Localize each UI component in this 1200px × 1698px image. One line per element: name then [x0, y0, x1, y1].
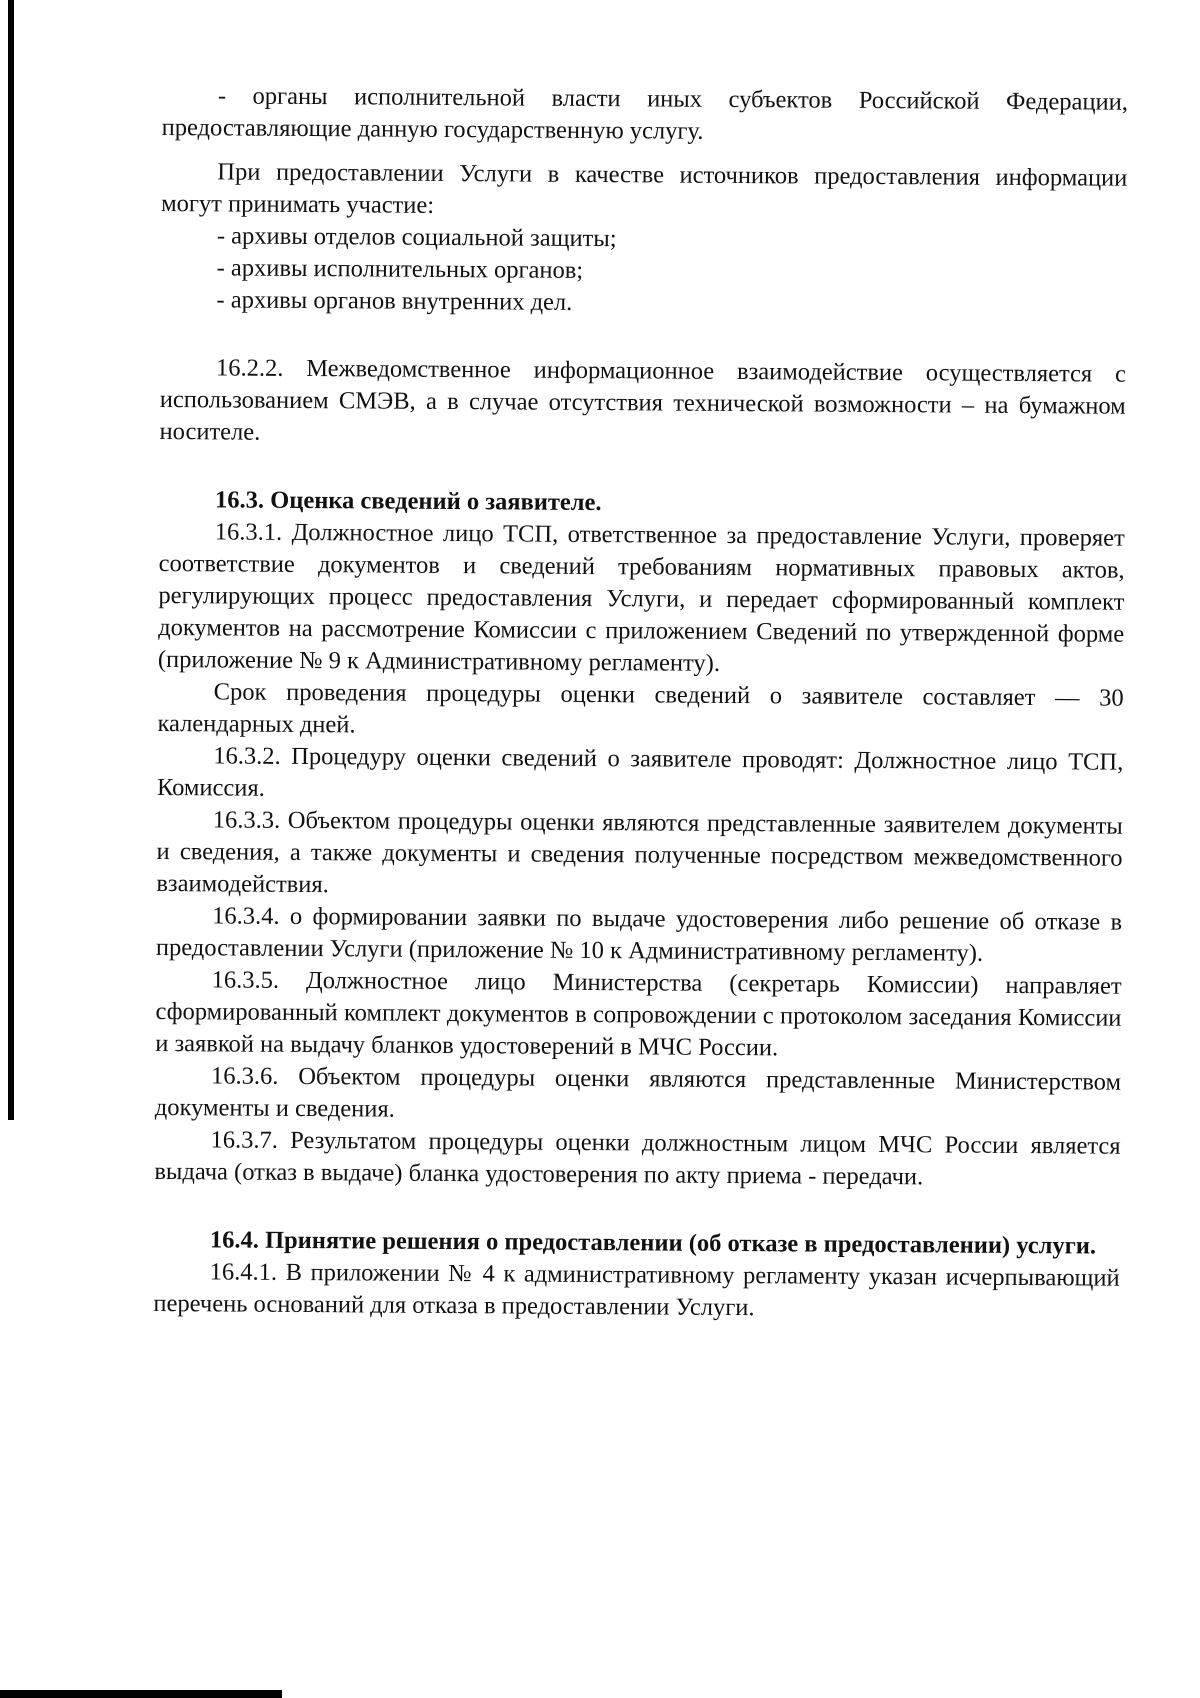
- paragraph-16-3-6: 16.3.6. Объектом процедуры оценки являются представленные Министерством документы и сведения.: [154, 1062, 1122, 1123]
- document-page: [153, 80, 1128, 1327]
- list-item: - архивы органов внутренних дел.: [216, 286, 573, 316]
- paragraph-deadline: Срок проведения процедуры оценки сведений о заявителе составляет — 30 календарных дней.: [157, 678, 1124, 739]
- list-item: - архивы отделов социальной защиты;: [216, 222, 617, 253]
- paragraph-16-3-5: 16.3.5. Должностное лицо Министерства (секретарь Комиссии) направляет сформированный комплект документов в сопровождении с протоколом заседания Комиссии и заявкой на выдачу бланков удостоверений в МЧС России.: [155, 966, 1122, 1062]
- paragraph-16-3-4: 16.3.4. о формировании заявки по выдаче удостоверения либо решение об отказе в предоставлении Услуги (приложение № 10 к Административному регламенту).: [155, 902, 1123, 967]
- paragraph-16-3-2: 16.3.2. Процедуру оценки сведений о заявителе проводят: Должностное лицо ТСП, Комиссия.: [156, 742, 1124, 802]
- section-heading-16-3: 16.3. Оценка сведений о заявителе.: [214, 486, 602, 517]
- scan-border-left: [8, 0, 14, 1120]
- list-item: - архивы исполнительных органов;: [216, 254, 584, 284]
- paragraph-16-3-1: 16.3.1. Должностное лицо ТСП, ответственное за предоставление Услуги, проверяет соответствие документов и сведений требованиям нормативных правовых актов, регулирующих процесс предоставления Услуги, и передает сформированный комплект документов на рассмотрение Комиссии с приложением Сведений по утвержденной форме (приложение № 9 к Административному регламенту).: [157, 518, 1125, 677]
- paragraph-intro: - органы исполнительной власти иных субъектов Российской Федерации, предоставляющие данную государственную услугу.: [161, 82, 1128, 145]
- paragraph-16-2-2: 16.2.2. Межведомственное информационное взаимодействие осуществляется с использованием СМЭВ, а в случае отсутствия технической возможности – на бумажном носителе.: [159, 354, 1127, 446]
- section-heading-16-4: 16.4. Принятие решения о предоставлении (об отказе в предоставлении) услуги.: [209, 1226, 1097, 1260]
- paragraph-sources-intro: При предоставлении Услуги в качестве источников предоставления информации могут принимать участие:: [161, 158, 1128, 219]
- scan-border-bottom: [0, 1690, 282, 1698]
- paragraph-16-4-1: 16.4.1. В приложении № 4 к административному регламенту указан исчерпывающий перечень оснований для отказа в предоставлении Услуги.: [153, 1258, 1120, 1322]
- paragraph-16-3-3: 16.3.3. Объектом процедуры оценки являются представленные заявителем документы и сведения, а также документы и сведения полученные посредством межведомственного взаимодействия.: [156, 806, 1123, 899]
- paragraph-16-3-7: 16.3.7. Результатом процедуры оценки должностным лицом МЧС России является выдача (отказ в выдаче) бланка удостоверения по акту приема - передачи.: [154, 1126, 1121, 1191]
